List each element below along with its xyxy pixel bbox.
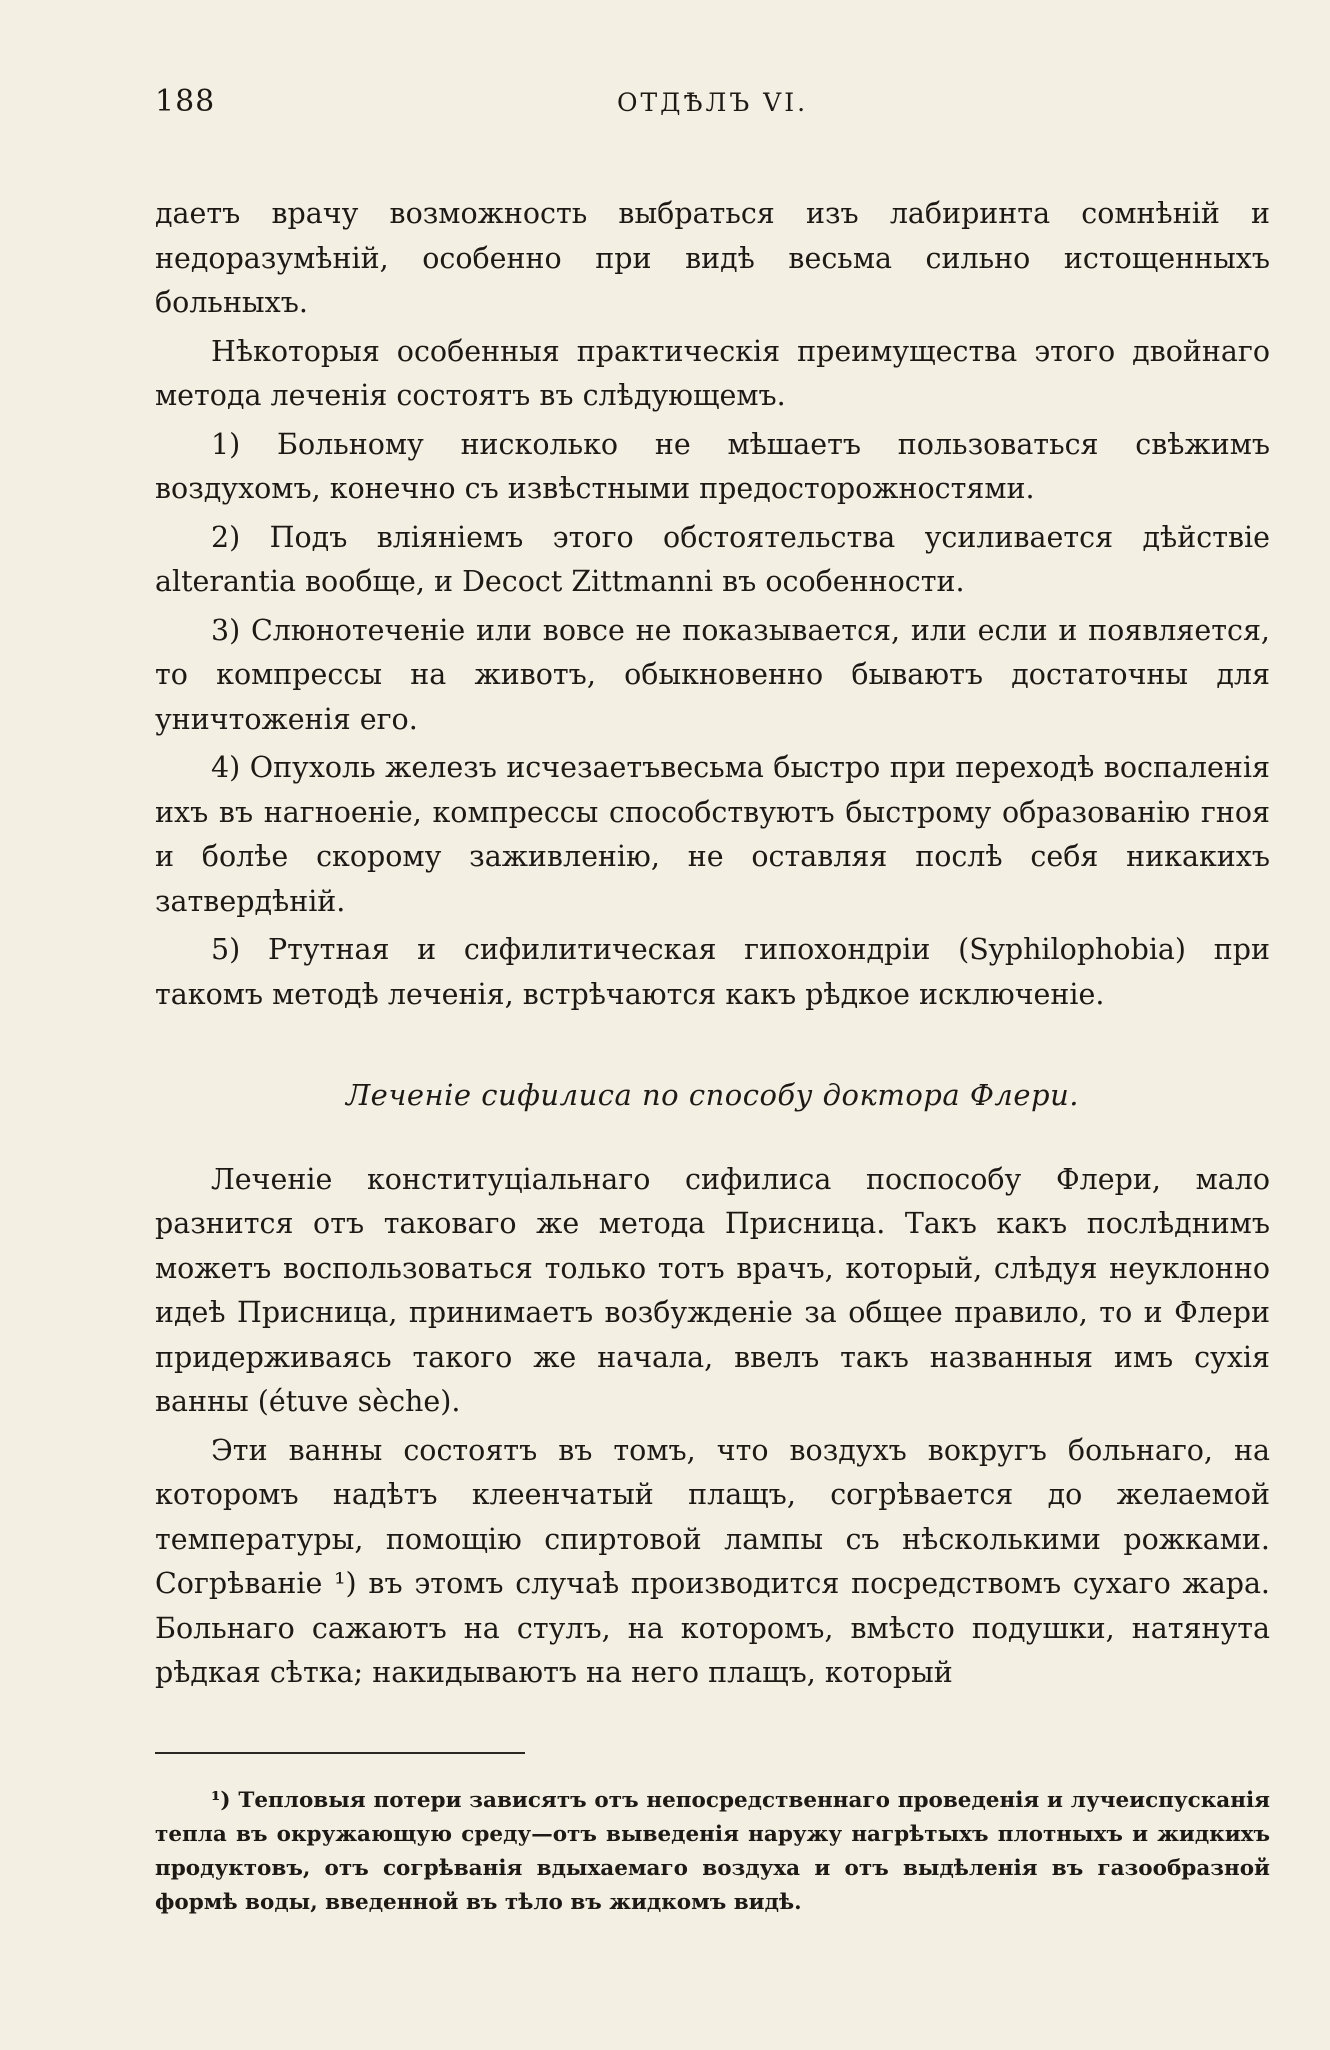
- running-head: [155, 84, 1270, 136]
- paragraph: Нѣкоторыя особенныя практическія преимущества этого двойнаго метода леченія состоятъ въ слѣдующемъ.: [155, 334, 1270, 412]
- section-title: ОТДѢЛЪ VI.: [616, 88, 809, 117]
- list-item: 4) Опухоль железъ исчезаетъвесьма быстро при переходѣ воспаленія ихъ въ нагноеніе, компрессы способствуютъ быстрому образованію гноя и болѣе скорому заживленію, не оставляя послѣ себя никакихъ затвердѣній.: [155, 751, 1270, 918]
- footnote: [155, 1784, 1270, 1920]
- section-heading: Леченіе сифилиса по способу доктора Флери.: [345, 1078, 1080, 1112]
- paragraph: даетъ врачу возможность выбраться изъ лабиринта сомнѣній и недоразумѣній, особенно при видѣ весьма сильно истощенныхъ больныхъ.: [155, 197, 1270, 319]
- paragraph: Эти ванны состоятъ въ томъ, что воздухъ вокругъ больнаго, на которомъ надѣтъ клеенчатый плащъ, согрѣвается до желаемой температуры, помощію спиртовой лампы съ нѣсколькими рожками. Согрѣваніе ¹) въ этомъ случаѣ производится посредствомъ сухаго жара. Больнаго сажаютъ на стулъ, на которомъ, вмѣсто подушки, натянута рѣдкая сѣтка; накидываютъ на него плащъ, который: [155, 1433, 1270, 1689]
- list-item: 1) Больному нисколько не мѣшаетъ пользоваться свѣжимъ воздухомъ, конечно съ извѣстными предосторожностями.: [155, 427, 1270, 505]
- page-number: 188: [155, 84, 216, 119]
- main-text: [155, 192, 1270, 1696]
- list-item: 5) Ртутная и сифилитическая гипохондріи (Syphilophobia) при такомъ методѣ леченія, встрѣчаются какъ рѣдкое исключеніе.: [155, 933, 1270, 1011]
- list-item: 3) Слюнотеченіе или вовсе не показывается, или если и появляется, то компрессы на животъ, обыкновенно бываютъ достаточны для уничтоженія его.: [155, 613, 1270, 736]
- list-item: 2) Подъ вліяніемъ этого обстоятельства усиливается дѣйствіе alterantia вообще, и Decoct Zittmanni въ особенности.: [155, 520, 1270, 598]
- footnote-text: ¹) Тепловыя потери зависятъ отъ непосредственнаго проведенія и лучеиспусканія тепла въ окружающую среду—отъ выведенія наружу нагрѣтыхъ плотныхъ и жидкихъ продуктовъ, отъ согрѣванія вдыхаемаго воздуха и отъ выдѣленія въ газообразной формѣ воды, введенной въ тѣло въ жидкомъ видѣ.: [155, 1787, 1270, 1915]
- footnote-divider: [155, 1752, 525, 1754]
- paragraph: Леченіе конституціальнаго сифилиса поспособу Флери, мало разнится отъ таковаго же метода Присница. Такъ какъ послѣднимъ можетъ воспользоваться только тотъ врачъ, который, слѣдуя неуклонно идеѣ Присница, принимаетъ возбужденіе за общее правило, то и Флери придерживаясь такого же начала, ввелъ такъ названныя имъ сухія ванны (étuve sèche).: [155, 1162, 1270, 1418]
